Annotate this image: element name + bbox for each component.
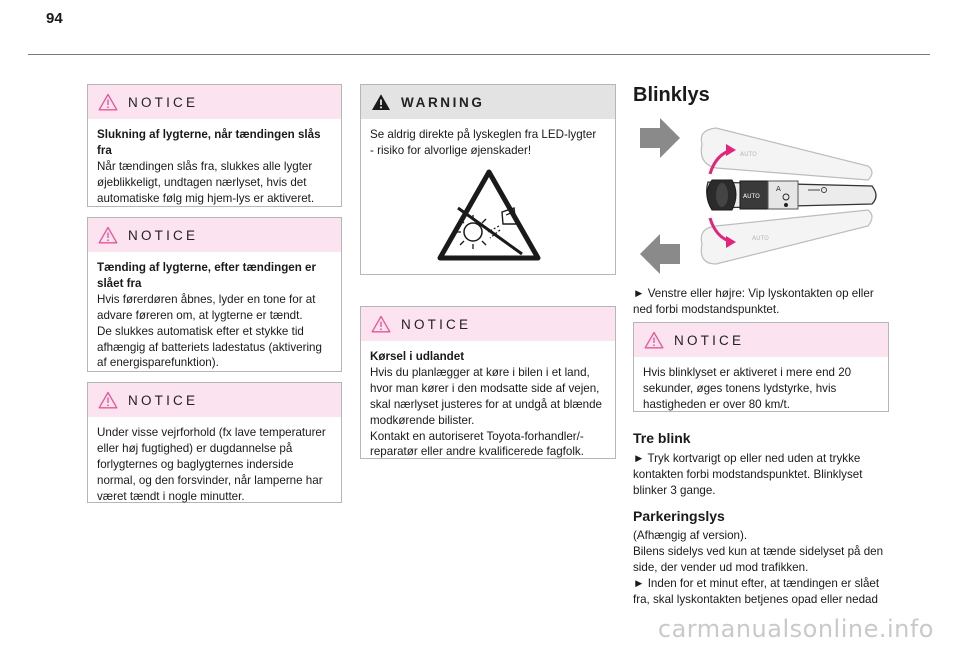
warning-triangle-icon (371, 315, 391, 333)
page-number: 94 (46, 10, 63, 27)
notice-body (634, 357, 888, 413)
notice-header (634, 323, 888, 357)
no-look-at-light-icon (436, 168, 542, 263)
notice-label: NOTICE (128, 392, 199, 408)
subsection-title-tre-blink: Tre blink (633, 430, 691, 446)
notice-text-line: hvor man kører i den modsatte side af vejen, (370, 381, 600, 395)
notice-body (88, 252, 341, 371)
watermark: carmanualsonline.info (657, 615, 934, 643)
notice-header (88, 218, 341, 252)
notice-text-line: sekunder, øges tonens lydstyrke, hvis (643, 381, 837, 395)
notice-label: NOTICE (128, 94, 199, 110)
notice-box-driving-abroad (360, 306, 616, 459)
text-line: fra, skal lyskontakten betjenes opad eller nedad (633, 592, 878, 606)
parkeringslys-text (633, 528, 908, 608)
text-line: side, der vender ud mod trafikken. (633, 560, 809, 574)
warning-box-led (360, 84, 616, 275)
notice-text-line: afhængig af batteriets ladestatus (aktivering (97, 340, 322, 354)
notice-text-line: skal nærlyset justeres for at undgå at blænde (370, 397, 602, 411)
text-line: ned forbi modstandspunktet. (633, 302, 780, 316)
notice-text-line: advare føreren om, at lygterne er tændt. (97, 308, 303, 322)
text-line: ► Inden for et minut efter, at tændingen er slået (633, 576, 880, 590)
notice-text-line: normal, og den forsvinder, når lamperne har (97, 473, 323, 487)
notice-text-line: øjeblikkeligt, undtagen nærlyset, hvis det (97, 175, 307, 189)
notice-text-line: modkørende bilister. (370, 413, 475, 427)
notice-header (88, 383, 341, 417)
warning-label: WARNING (401, 94, 485, 110)
notice-body (88, 417, 341, 505)
notice-header (361, 307, 615, 341)
notice-text-line: forlygternes og baglygternes inderside (97, 457, 294, 471)
notice-text-line: Hvis førerdøren åbnes, lyder en tone for at (97, 292, 316, 306)
header-rule (28, 54, 930, 55)
notice-box-condensation (87, 382, 342, 503)
text-line: kontakten forbi modstandspunktet. Blinklyset (633, 467, 863, 481)
right-arrow-icon (640, 118, 680, 158)
notice-text-line: Kontakt en autoriseret Toyota-forhandler/- (370, 429, 584, 443)
svg-text:AUTO: AUTO (740, 151, 757, 158)
svg-text:AUTO: AUTO (743, 193, 760, 200)
indicator-stalk-illustration (636, 114, 891, 284)
notice-text-line: reparatør eller andre kvalificerede fagfolk. (370, 445, 584, 459)
warning-triangle-icon (98, 391, 118, 409)
notice-text-line: automatiske følg mig hjem-lys er aktiveret. (97, 191, 315, 205)
notice-text-line: Under visse vejrforhold (fx lave temperaturer (97, 426, 326, 439)
notice-heading-line: Kørsel i udlandet (370, 350, 465, 363)
notice-text-line: været tændt i nogle minutter. (97, 489, 245, 503)
notice-text-line: Når tændingen slås fra, slukkes alle lygter (97, 159, 313, 173)
notice-text-line: eller høj fugtighed) er dugdannelse på (97, 441, 293, 455)
notice-box-lights-on-after-ignition (87, 217, 342, 372)
notice-header (88, 85, 341, 119)
warning-triangle-icon (98, 226, 118, 244)
svg-text:A: A (776, 185, 781, 193)
warning-triangle-icon (98, 93, 118, 111)
notice-heading-line: slået fra (97, 276, 142, 290)
notice-box-indicator-tone (633, 322, 889, 412)
notice-label: NOTICE (674, 332, 745, 348)
notice-box-lights-off (87, 84, 342, 207)
warning-header (361, 85, 615, 119)
notice-label: NOTICE (401, 316, 472, 332)
notice-body (361, 341, 615, 460)
notice-label: NOTICE (128, 227, 199, 243)
notice-text-line: af energisparefunktion). (97, 356, 219, 370)
notice-heading-line: fra (97, 143, 112, 157)
blinklys-intro (633, 286, 903, 318)
subsection-title-parkeringslys: Parkeringslys (633, 508, 725, 524)
warning-triangle-icon (644, 331, 664, 349)
section-title: Blinklys (633, 84, 710, 106)
text-line: Bilens sidelys ved kun at tænde sidelyset på den (633, 544, 884, 558)
warning-filled-triangle-icon (371, 93, 391, 111)
text-line: blinker 3 gange. (633, 483, 716, 497)
notice-text-line: Hvis du planlægger at køre i bilen i et land, (370, 365, 590, 379)
warning-body (361, 119, 615, 159)
left-arrow-icon (640, 234, 680, 274)
notice-heading-line: Tænding af lygterne, efter tændingen er (97, 261, 317, 274)
text-line: ► Tryk kortvarigt op eller ned uden at trykke (633, 452, 861, 465)
text-line: (Afhængig af version). (633, 529, 748, 542)
warning-text-line: Se aldrig direkte på lyskeglen fra LED-lygter (370, 128, 597, 141)
text-line: ► Venstre eller højre: Vip lyskontakten op eller (633, 287, 874, 300)
notice-text-line: Hvis blinklyset er aktiveret i mere end 20 (643, 366, 852, 379)
tre-blink-text (633, 451, 903, 499)
warning-text-line: - risiko for alvorlige øjenskader! (370, 143, 532, 157)
notice-text-line: hastigheden er over 80 km/t. (643, 397, 790, 411)
notice-heading-line: Slukning af lygterne, når tændingen slås (97, 128, 321, 141)
notice-body (88, 119, 341, 207)
notice-text-line: De slukkes automatisk efter et stykke tid (97, 324, 304, 338)
svg-text:AUTO: AUTO (752, 235, 769, 242)
